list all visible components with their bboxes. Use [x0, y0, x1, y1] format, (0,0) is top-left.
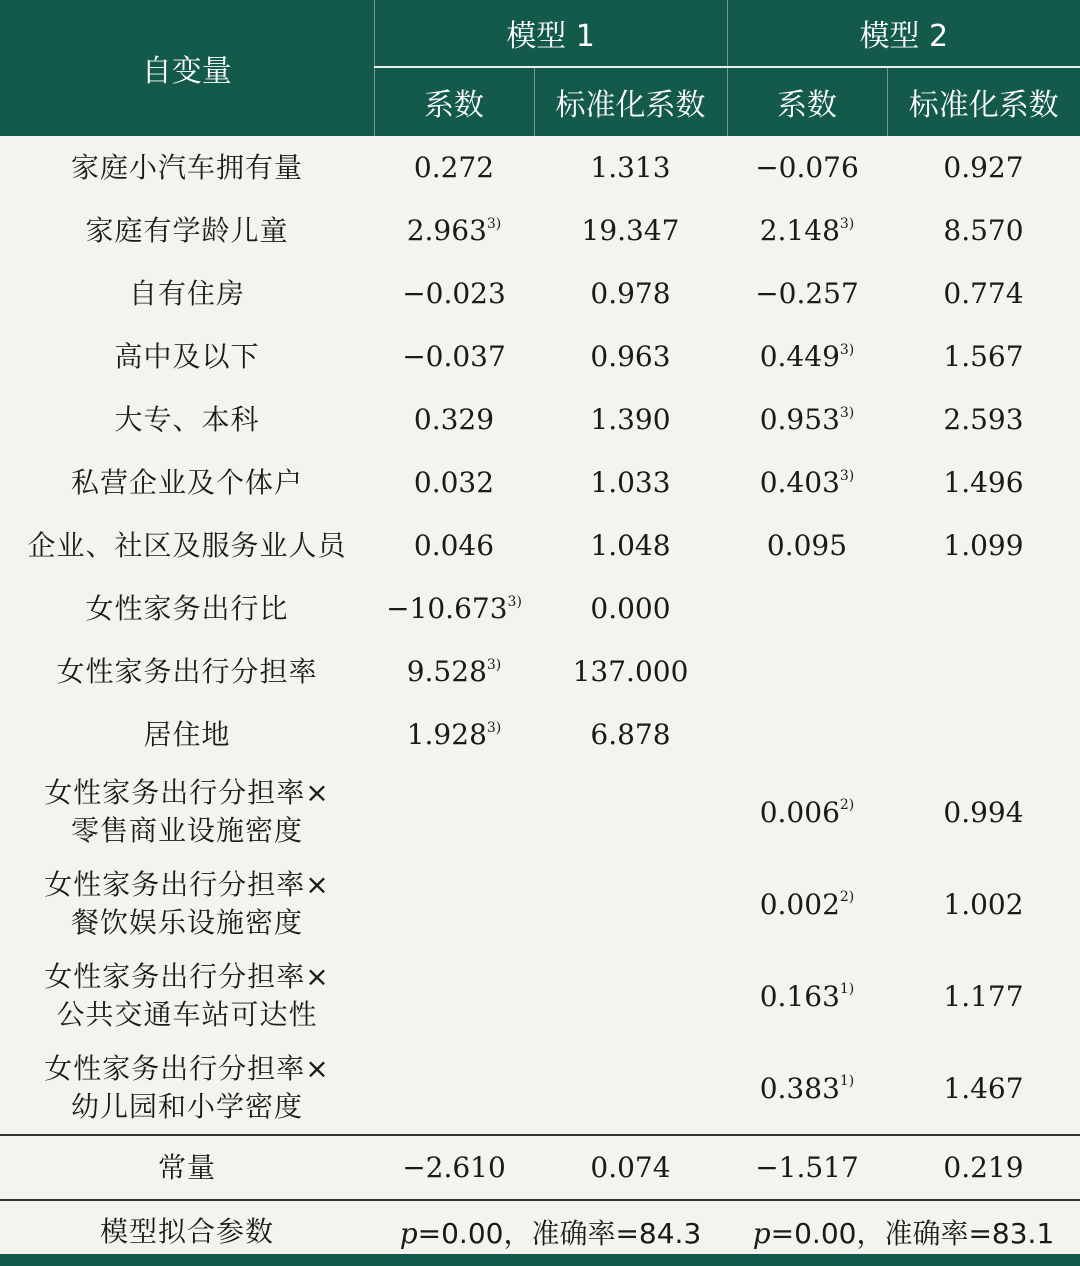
m1-coef-cell: −2.610	[374, 1135, 534, 1200]
m1-std-cell	[534, 136, 727, 199]
cell-value: 1.002	[943, 887, 1024, 921]
m1-coef-cell	[374, 451, 534, 514]
m1-coef-cell	[374, 262, 534, 325]
cell-value: 0.383	[759, 1071, 840, 1105]
row-label-line: 企业、社区及服务业人员	[27, 528, 347, 562]
m2-coef-cell	[727, 514, 887, 577]
m1-coef-cell	[374, 325, 534, 388]
cell-value: −0.257	[755, 277, 859, 310]
m2-std-cell	[887, 640, 1080, 703]
row-label	[0, 136, 374, 199]
m1-std-cell	[534, 1042, 727, 1135]
m2-std-cell	[887, 514, 1080, 577]
m1-coef-cell	[374, 950, 534, 1042]
table-row	[0, 858, 1080, 950]
row-label-line: 家庭有学龄儿童	[85, 213, 289, 247]
header-m1-std-coef: 标准化系数	[534, 67, 727, 136]
row-label-line: 女性家务出行分担率×	[44, 960, 330, 993]
m2-coef-cell	[727, 325, 887, 388]
m2-std-cell	[887, 950, 1080, 1042]
row-label-line: 餐饮娱乐设施密度	[70, 906, 303, 939]
cell-value: 0.403	[759, 466, 840, 499]
m2-coef-cell	[727, 199, 887, 262]
m2-coef-cell	[727, 703, 887, 766]
m2-std-cell	[887, 388, 1080, 451]
cell-value: 0.774	[943, 277, 1024, 310]
m2-coef-cell: −1.517	[727, 1135, 887, 1200]
m2-std-cell: 0.219	[887, 1135, 1080, 1200]
table-body	[0, 136, 1080, 1263]
table-row	[0, 451, 1080, 514]
cell-value: 0.994	[943, 795, 1024, 829]
cell-value: 0.006	[759, 795, 840, 829]
m2-coef-cell	[727, 451, 887, 514]
cell-value: 1.467	[943, 1071, 1024, 1105]
row-label: 常量	[0, 1135, 374, 1200]
cell-value: 2.963	[406, 214, 487, 247]
cell-value: 1.567	[943, 340, 1024, 373]
significance-mark: 3)	[839, 215, 855, 232]
cell-value: 1.048	[590, 529, 671, 562]
row-label	[0, 451, 374, 514]
m2-coef-cell	[727, 950, 887, 1042]
significance-mark: 1)	[839, 1073, 855, 1090]
m1-std-cell	[534, 766, 727, 858]
row-label: 模型拟合参数	[0, 1200, 374, 1263]
row-label-line: 零售商业设施密度	[70, 814, 303, 847]
significance-mark: 3)	[507, 593, 522, 610]
m1-std-cell	[534, 388, 727, 451]
m1-std-cell	[534, 950, 727, 1042]
row-label-line: 幼儿园和小学密度	[70, 1090, 303, 1123]
cell-value: 1.099	[943, 529, 1024, 562]
m2-std-cell	[887, 325, 1080, 388]
cell-value: 1.928	[406, 718, 487, 751]
row-label	[0, 577, 374, 640]
cell-value: 6.878	[590, 718, 671, 751]
cell-value: 0.963	[590, 340, 671, 373]
significance-mark: 2)	[839, 797, 855, 814]
m2-std-cell	[887, 703, 1080, 766]
cell-value: −10.673	[386, 592, 508, 625]
m2-std-cell	[887, 766, 1080, 858]
m2-std-cell	[887, 1042, 1080, 1135]
cell-value: 0.046	[413, 529, 495, 562]
significance-mark: 3)	[839, 404, 855, 421]
m2-std-cell	[887, 199, 1080, 262]
cell-value: 1.496	[943, 466, 1024, 499]
table-row	[0, 766, 1080, 858]
significance-mark: 3)	[839, 341, 855, 358]
significance-mark: 1)	[839, 981, 855, 998]
table-row	[0, 514, 1080, 577]
table-row	[0, 136, 1080, 199]
m1-fit-text: =0.00，准确率=84.3	[417, 1217, 702, 1250]
header-m1-coef: 系数	[374, 67, 534, 136]
m1-coef-cell	[374, 136, 534, 199]
cell-value: −0.023	[402, 277, 506, 310]
cell-value: −0.037	[402, 340, 506, 373]
table-header	[0, 0, 1080, 136]
m1-std-cell	[534, 262, 727, 325]
header-model2: 模型 2	[727, 0, 1080, 67]
cell-value: 0.449	[759, 340, 840, 373]
m2-std-cell	[887, 577, 1080, 640]
m2-std-cell	[887, 136, 1080, 199]
m2-coef-cell	[727, 858, 887, 950]
row-label-line: 女性家务出行比	[85, 591, 289, 625]
row-label-line: 女性家务出行分担率×	[44, 1052, 330, 1085]
row-label-line: 家庭小汽车拥有量	[70, 150, 303, 184]
cell-value: 1.177	[943, 979, 1024, 1013]
cell-value: 0.927	[943, 151, 1024, 184]
row-label	[0, 950, 374, 1042]
row-label-line: 居住地	[143, 717, 231, 751]
row-label-line: 高中及以下	[114, 339, 260, 373]
m1-coef-cell	[374, 858, 534, 950]
cell-value: 0.095	[766, 529, 848, 562]
row-label	[0, 388, 374, 451]
table-row	[0, 1042, 1080, 1135]
cell-value: 1.390	[590, 403, 671, 436]
constant-row	[0, 1135, 1080, 1200]
bottom-bar	[0, 1254, 1080, 1266]
m1-coef-cell	[374, 1042, 534, 1135]
table-row	[0, 388, 1080, 451]
cell-value: 0.032	[413, 466, 495, 499]
m1-std-cell	[534, 703, 727, 766]
m1-coef-cell	[374, 388, 534, 451]
cell-value: 8.570	[943, 214, 1024, 247]
header-m2-std-coef: 标准化系数	[887, 67, 1080, 136]
m1-coef-cell	[374, 640, 534, 703]
m2-coef-cell	[727, 136, 887, 199]
row-label	[0, 199, 374, 262]
table-row	[0, 577, 1080, 640]
row-label-line: 女性家务出行分担率×	[44, 868, 330, 901]
row-label	[0, 514, 374, 577]
significance-mark: 2)	[839, 889, 855, 906]
p-symbol: p	[399, 1217, 418, 1250]
significance-mark: 3)	[839, 467, 855, 484]
row-label-line: 大专、本科	[114, 402, 260, 436]
m2-coef-cell	[727, 1042, 887, 1135]
row-label	[0, 766, 374, 858]
m2-fit-text: =0.00，准确率=83.1	[770, 1217, 1055, 1250]
m1-coef-cell	[374, 703, 534, 766]
cell-value: 0.272	[413, 151, 495, 184]
table-row	[0, 262, 1080, 325]
cell-value: 0.002	[759, 887, 840, 921]
cell-value: 0.000	[590, 592, 671, 625]
cell-value: 2.593	[943, 403, 1024, 436]
table-row	[0, 325, 1080, 388]
m1-std-cell	[534, 858, 727, 950]
header-m2-coef: 系数	[727, 67, 887, 136]
significance-mark: 3)	[486, 719, 502, 736]
cell-value: −0.076	[755, 151, 859, 184]
row-label-line: 公共交通车站可达性	[56, 998, 318, 1031]
cell-value: 0.329	[413, 403, 495, 436]
row-label-line: 私营企业及个体户	[70, 465, 303, 499]
row-label	[0, 262, 374, 325]
m2-std-cell	[887, 451, 1080, 514]
p-symbol: p	[752, 1217, 771, 1250]
cell-value: 1.033	[590, 466, 671, 499]
cell-value: 0.163	[759, 979, 840, 1013]
table-row	[0, 199, 1080, 262]
m2-coef-cell	[727, 640, 887, 703]
m1-coef-cell	[374, 766, 534, 858]
table-row	[0, 703, 1080, 766]
cell-value: 0.978	[590, 277, 671, 310]
row-label	[0, 858, 374, 950]
cell-value: 2.148	[759, 214, 840, 247]
m2-coef-cell	[727, 577, 887, 640]
m1-std-cell	[534, 325, 727, 388]
cell-value: 137.000	[572, 655, 689, 688]
row-label	[0, 325, 374, 388]
m1-coef-cell	[374, 199, 534, 262]
table-row	[0, 950, 1080, 1042]
significance-mark: 3)	[486, 215, 502, 232]
row-label	[0, 703, 374, 766]
cell-value: 9.528	[406, 655, 487, 688]
m1-std-cell	[534, 640, 727, 703]
cell-value: 0.953	[759, 403, 840, 436]
m1-std-cell	[534, 514, 727, 577]
m1-std-cell	[534, 451, 727, 514]
m1-coef-cell	[374, 514, 534, 577]
m2-coef-cell	[727, 766, 887, 858]
m2-std-cell	[887, 262, 1080, 325]
row-label-line: 自有住房	[128, 276, 245, 310]
m1-coef-cell	[374, 577, 534, 640]
header-model1: 模型 1	[374, 0, 727, 67]
m1-std-cell	[534, 577, 727, 640]
row-label-line: 女性家务出行分担率×	[44, 776, 330, 809]
m2-std-cell	[887, 858, 1080, 950]
header-variable: 自变量	[0, 0, 374, 136]
significance-mark: 3)	[486, 656, 502, 673]
row-label	[0, 1042, 374, 1135]
m1-std-cell	[534, 199, 727, 262]
table-row	[0, 640, 1080, 703]
m2-coef-cell	[727, 262, 887, 325]
cell-value: 19.347	[581, 214, 680, 247]
m2-coef-cell	[727, 388, 887, 451]
row-label	[0, 640, 374, 703]
cell-value: 1.313	[590, 151, 671, 184]
m1-std-cell: 0.074	[534, 1135, 727, 1200]
row-label-line: 女性家务出行分担率	[56, 654, 318, 688]
